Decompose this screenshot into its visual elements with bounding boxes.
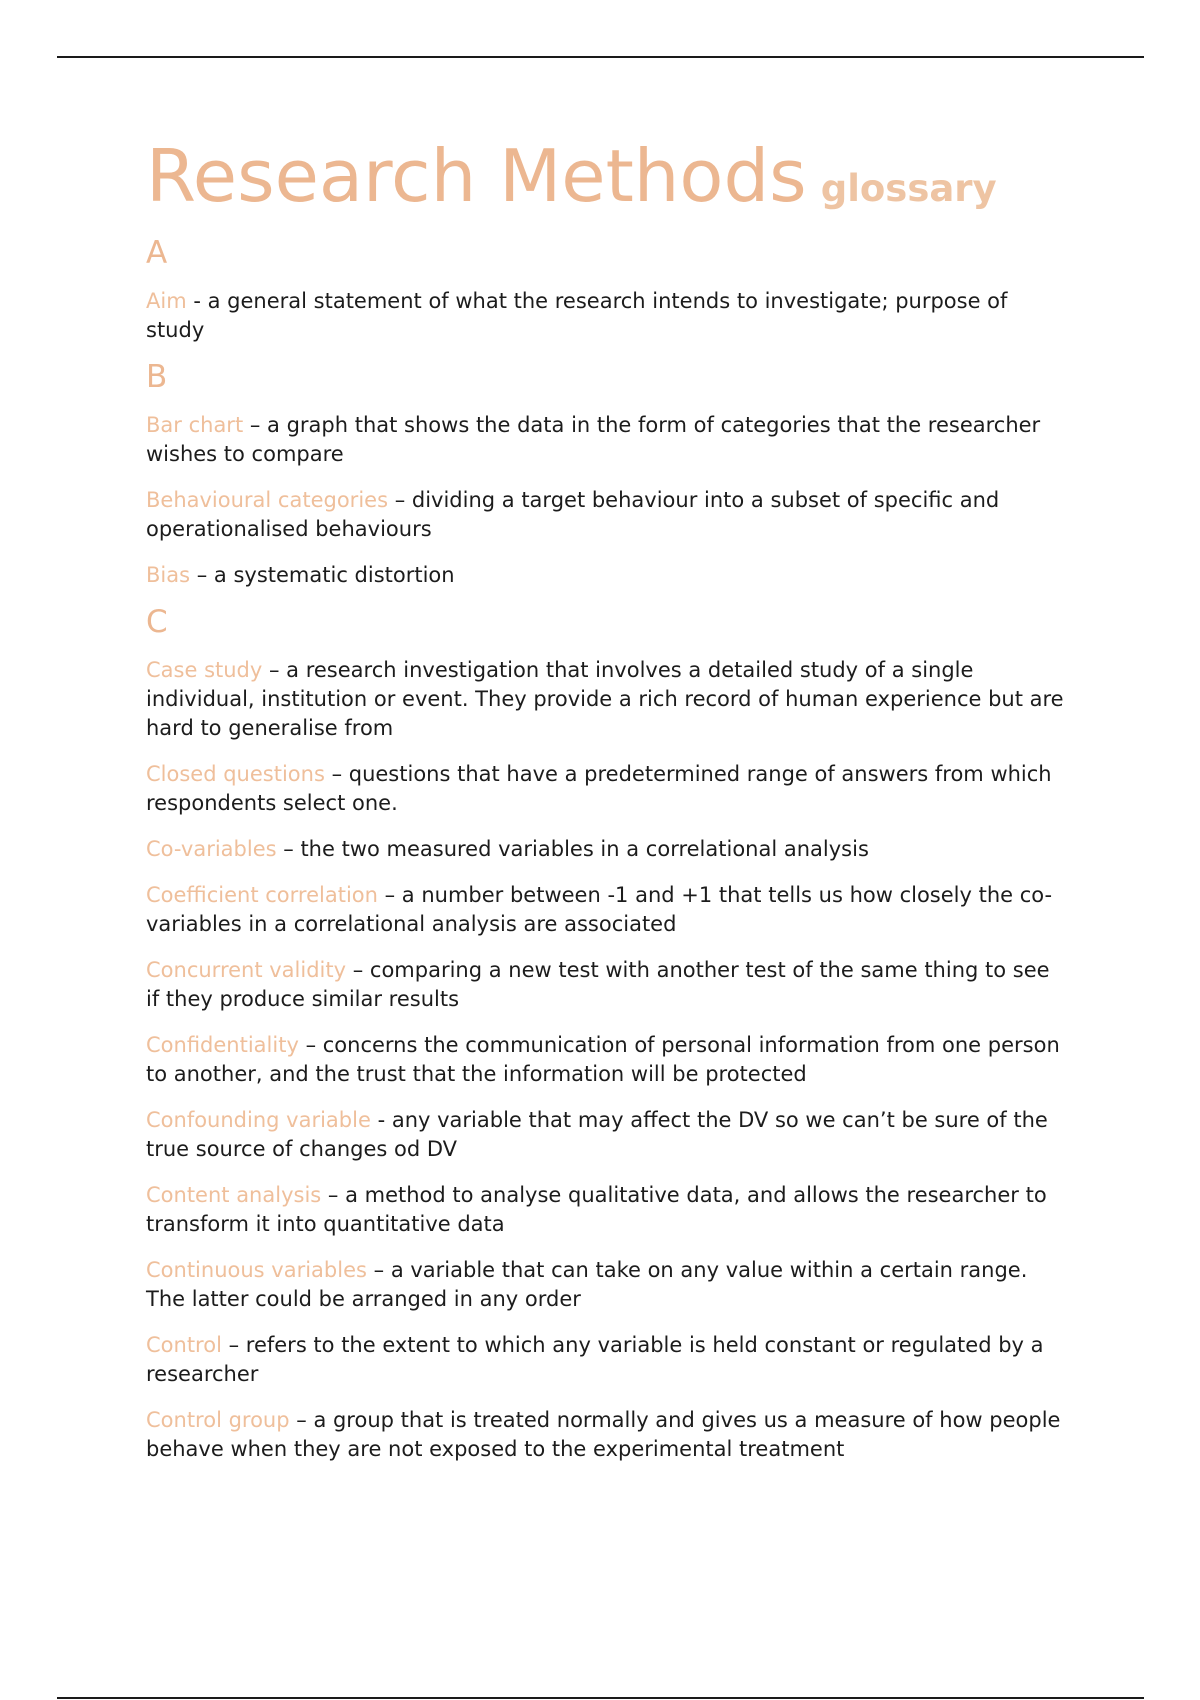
- glossary-definition: questions that have a predetermined range of answers from which respondents select one.: [146, 762, 1052, 815]
- glossary-entry: [146, 1106, 1066, 1164]
- term-separator: –: [346, 958, 370, 982]
- section-letter: B: [146, 359, 168, 395]
- glossary-entry: [146, 1256, 1066, 1314]
- glossary-term: Co-variables: [146, 837, 277, 861]
- glossary-entry: [146, 656, 1066, 743]
- term-separator: –: [221, 1333, 246, 1357]
- glossary-entry: [146, 561, 1066, 590]
- term-separator: –: [243, 413, 268, 437]
- glossary-definition: dividing a target behaviour into a subset of specific and operationalised behaviours: [146, 488, 1000, 541]
- glossary-definition: a systematic distortion: [213, 563, 455, 587]
- title-main: Research Methods: [146, 134, 807, 218]
- glossary-entry: [146, 1181, 1066, 1239]
- glossary-entry: [146, 486, 1066, 544]
- section-letter: A: [146, 235, 168, 271]
- term-separator: –: [289, 1408, 314, 1432]
- glossary-entry: [146, 411, 1066, 469]
- glossary-definition: concerns the communication of personal information from one person to another, and the trust that the information will be protected: [146, 1033, 1060, 1086]
- glossary-sections: [146, 235, 1066, 1464]
- glossary-term: Case study: [146, 658, 263, 682]
- glossary-term: Aim: [146, 289, 187, 313]
- glossary-entry: [146, 1031, 1066, 1089]
- glossary-term: Bias: [146, 563, 191, 587]
- glossary-definition: a number between -1 and +1 that tells us how closely the co-variables in a correlational analysis are associated: [146, 883, 1053, 936]
- section-letter: C: [146, 604, 168, 640]
- term-separator: –: [377, 883, 402, 907]
- term-separator: -: [370, 1108, 392, 1132]
- glossary-section-c: [146, 604, 1066, 1464]
- title-subtitle: glossary: [820, 167, 997, 210]
- glossary-entry: [146, 835, 1066, 864]
- glossary-entry: [146, 287, 1066, 345]
- bottom-rule: [57, 1697, 1144, 1699]
- glossary-definition: comparing a new test with another test of the same thing to see if they produce similar results: [146, 958, 1050, 1011]
- glossary-entry: [146, 1331, 1066, 1389]
- page-title: [146, 134, 1066, 218]
- glossary-term: Confounding variable: [146, 1108, 371, 1132]
- glossary-definition: a variable that can take on any value within a certain range. The latter could be arranged in any order: [146, 1258, 1028, 1311]
- glossary-entry: [146, 1406, 1066, 1464]
- glossary-page: [146, 134, 1066, 1464]
- glossary-definition: a group that is treated normally and gives us a measure of how people behave when they are not exposed to the experimental treatment: [146, 1408, 1061, 1461]
- top-rule: [57, 56, 1144, 58]
- term-separator: –: [298, 1033, 323, 1057]
- glossary-term: Control group: [146, 1408, 290, 1432]
- term-separator: –: [276, 837, 301, 861]
- glossary-definition: any variable that may affect the DV so we can’t be sure of the true source of changes od DV: [146, 1108, 1048, 1161]
- glossary-entry: [146, 760, 1066, 818]
- term-separator: -: [186, 289, 208, 313]
- glossary-section-b: [146, 359, 1066, 590]
- glossary-definition: refers to the extent to which any variable is held constant or regulated by a researcher: [146, 1333, 1044, 1386]
- term-separator: –: [366, 1258, 391, 1282]
- term-separator: –: [388, 488, 412, 512]
- glossary-term: Bar chart: [146, 413, 244, 437]
- glossary-term: Continuous variables: [146, 1258, 367, 1282]
- term-separator: –: [321, 1183, 346, 1207]
- term-separator: –: [324, 762, 349, 786]
- glossary-term: Content analysis: [146, 1183, 322, 1207]
- glossary-entry: [146, 881, 1066, 939]
- glossary-term: Control: [146, 1333, 222, 1357]
- term-separator: –: [262, 658, 287, 682]
- glossary-term: Concurrent validity: [146, 958, 347, 982]
- glossary-term: Coefficient correlation: [146, 883, 378, 907]
- glossary-definition: the two measured variables in a correlational analysis: [300, 837, 869, 861]
- glossary-definition: a method to analyse qualitative data, and allows the researcher to transform it into quantitative data: [146, 1183, 1047, 1236]
- glossary-term: Closed questions: [146, 762, 325, 786]
- term-separator: –: [190, 563, 214, 587]
- glossary-definition: a general statement of what the research intends to investigate; purpose of study: [146, 289, 1008, 342]
- glossary-definition: a graph that shows the data in the form of categories that the researcher wishes to compare: [146, 413, 1041, 466]
- glossary-definition: a research investigation that involves a detailed study of a single individual, institution or event. They provide a rich record of human experience but are hard to generalise from: [146, 658, 1064, 740]
- glossary-term: Confidentiality: [146, 1033, 299, 1057]
- glossary-term: Behavioural categories: [146, 488, 389, 512]
- glossary-entry: [146, 956, 1066, 1014]
- glossary-section-a: [146, 235, 1066, 345]
